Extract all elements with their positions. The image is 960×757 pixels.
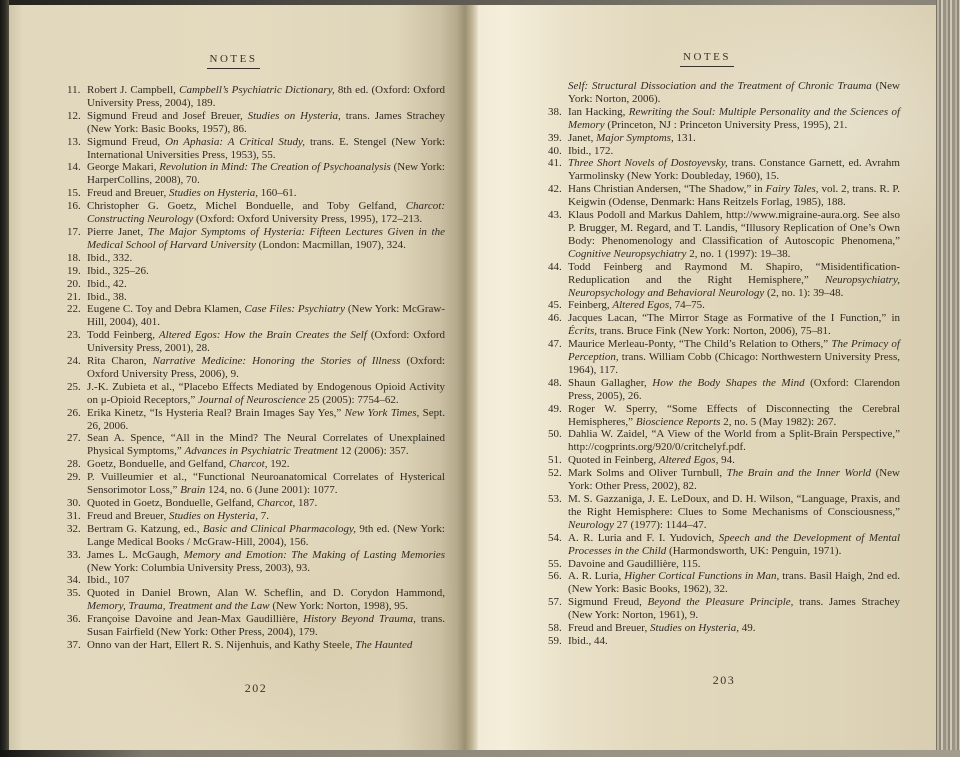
- note-text: Mark Solms and Oliver Turnbull, The Brain and the Inner World (New York: Other Press, 2002), 82.: [568, 467, 901, 493]
- note-text: Quoted in Goetz, Bonduelle, Gelfand, Charcot, 187.: [87, 497, 318, 509]
- note-number: 54.: [548, 531, 562, 544]
- note-number: 33.: [67, 548, 81, 561]
- note-item: [548, 596, 900, 622]
- note-number: 58.: [548, 622, 562, 635]
- page-number-left: 202: [244, 681, 268, 695]
- note-text: Feinberg, Altered Egos, 74–75.: [568, 299, 705, 312]
- note-item: [67, 639, 445, 652]
- note-text: Freud and Breuer, Studies on Hysteria, 7.: [87, 509, 269, 522]
- note-number: 41.: [548, 157, 562, 170]
- running-head-left: [9, 53, 458, 65]
- note-text: M. S. Gazzaniga, J. E. LeDoux, and D. H. Wilson, “Language, Praxis, and the Right Hemisphere: Clues to Some Mechanisms of Consciousness,” Neurology 27 (1977): 1144–47.: [568, 493, 900, 531]
- note-item: [67, 458, 445, 471]
- note-number: 43.: [548, 209, 562, 222]
- note-item: [67, 355, 445, 381]
- note-item: [67, 265, 445, 278]
- note-text: Christopher G. Goetz, Michel Bonduelle, and Toby Gelfand, Charcot: Constructing Neurology (Oxford: Oxford University Press, 1995), 172–213.: [87, 200, 445, 226]
- note-number: 46.: [548, 312, 562, 325]
- note-text: Roger W. Sperry, “Some Effects of Disconnecting the Cerebral Hemispheres,” Bioscience Reports 2, no. 5 (May 1982): 267.: [568, 402, 900, 428]
- note-text: Hans Christian Andersen, “The Shadow,” in Fairy Tales, vol. 2, trans. R. P. Keigwin (Odense, Denmark: Hans Reitzels Forlag, 1985), 188.: [568, 183, 900, 209]
- note-text: Quoted in Daniel Brown, Alan W. Scheflin, and D. Corydon Hammond, Memory, Trauma, Treatment and the Law (New York: Norton, 1998), 95.: [87, 587, 445, 613]
- note-item: [67, 523, 445, 549]
- note-item: [67, 497, 445, 510]
- note-text: Eugene C. Toy and Debra Klamen, Case Files: Psychiatry (New York: McGraw-Hill, 2004), 401.: [87, 303, 445, 329]
- note-item: [548, 454, 900, 467]
- note-number: 11.: [67, 84, 81, 96]
- note-text: Davoine and Gaudillière, 115.: [568, 557, 701, 570]
- note-item: [548, 493, 900, 532]
- note-item: [548, 428, 900, 454]
- note-number: 34.: [67, 574, 81, 587]
- note-number: 23.: [67, 329, 81, 342]
- note-number: 57.: [548, 596, 562, 609]
- note-text: Sean A. Spence, “All in the Mind? The Neural Correlates of Unexplained Physical Symptoms,” Advances in Psychiatric Treatment 12 (2006): 357.: [87, 432, 445, 458]
- note-number: 20.: [67, 277, 81, 290]
- note-item: [67, 136, 445, 162]
- note-item: [548, 570, 900, 596]
- note-text: Self: Structural Dissociation and the Treatment of Chronic Trauma (New York: Norton, 2006).: [568, 80, 900, 105]
- note-item: [67, 278, 445, 291]
- note-text: Robert J. Campbell, Campbell’s Psychiatric Dictionary, 8th ed. (Oxford: Oxford University Press, 2004), 189.: [87, 84, 445, 109]
- note-number: 12.: [67, 109, 81, 122]
- note-item: [67, 432, 445, 458]
- note-number: 29.: [67, 471, 81, 484]
- note-number: 49.: [548, 402, 562, 415]
- note-text: P. Vuilleumier et al., “Functional Neuroanatomical Correlates of Hysterical Sensorimotor Loss,” Brain 124, no. 6 (June 2001): 1077.: [87, 471, 445, 497]
- note-item: [67, 226, 445, 252]
- note-text: Sigmund Freud, Beyond the Pleasure Principle, trans. James Strachey (New York: Norton, 1961), 9.: [568, 596, 900, 622]
- note-text: A. R. Luria and F. I. Yudovich, Speech and the Development of Mental Processes in the Child (Harmondsworth, UK: Penguin, 1971).: [568, 531, 900, 557]
- note-number: 50.: [548, 428, 562, 441]
- note-number: 59.: [548, 634, 562, 647]
- note-text: Ibid., 325–26.: [87, 264, 149, 277]
- note-text: Freud and Breuer, Studies on Hysteria, 49.: [568, 622, 756, 635]
- note-number: 16.: [67, 200, 81, 213]
- note-text: Goetz, Bonduelle, and Gelfand, Charcot, 192.: [87, 458, 290, 471]
- note-number: 51.: [548, 454, 562, 467]
- note-number: 55.: [548, 557, 562, 570]
- note-item: [67, 200, 445, 226]
- note-item: [67, 187, 445, 200]
- note-number: 39.: [548, 131, 562, 144]
- note-text: Bertram G. Katzung, ed., Basic and Clinical Pharmacology, 9th ed. (New York: Lange Medical Books / McGraw-Hill, 2004), 156.: [87, 522, 445, 548]
- page-number-right: 203: [712, 673, 736, 687]
- note-number: 19.: [67, 264, 81, 277]
- fore-edge-pages: [936, 0, 960, 757]
- note-item: [548, 622, 900, 635]
- note-number: 21.: [67, 290, 81, 303]
- note-text: Sigmund Freud and Josef Breuer, Studies on Hysteria, trans. James Strachey (New York: Basic Books, 1957), 86.: [87, 109, 445, 135]
- note-text: Ibid., 38.: [87, 290, 127, 303]
- note-item: [67, 161, 445, 187]
- note-item: [67, 549, 445, 575]
- note-number: 48.: [548, 376, 562, 389]
- note-number: 45.: [548, 299, 562, 312]
- note-item: [67, 110, 445, 136]
- note-number: 44.: [548, 260, 562, 273]
- note-number: 14.: [67, 161, 81, 174]
- page-left: [9, 5, 458, 750]
- scan-bottom-edge: [0, 750, 960, 757]
- notes-list-left: [67, 84, 445, 652]
- note-number: 36.: [67, 613, 81, 626]
- note-number: 18.: [67, 251, 81, 264]
- note-item: [548, 209, 900, 261]
- note-number: 28.: [67, 458, 81, 471]
- note-item: [67, 381, 445, 407]
- note-text: Dahlia W. Zaidel, “A View of the World from a Split-Brain Perspective,” http://cogprints.org/920/0/critchelyf.pdf.: [568, 428, 900, 454]
- note-text: Onno van der Hart, Ellert R. S. Nijenhuis, and Kathy Steele, The Haunted: [87, 638, 413, 651]
- note-text: Todd Feinberg, Altered Egos: How the Brain Creates the Self (Oxford: Oxford University Press, 2001), 28.: [87, 329, 445, 355]
- note-text: J.-K. Zubieta et al., “Placebo Effects Mediated by Endogenous Opioid Activity on μ-Opioid Receptors,” Journal of Neuroscience 25 (2005): 7754–62.: [87, 380, 445, 406]
- note-item: [548, 106, 900, 132]
- note-number: 13.: [67, 135, 81, 148]
- note-item: [548, 377, 900, 403]
- running-head-text: NOTES: [207, 53, 261, 69]
- note-text: Todd Feinberg and Raymond M. Shapiro, “Misidentification-Reduplication and the Right Hemisphere,” Neuropsychiatry, Neuropsychology and Behavioral Neurology (2, no. 1): 39–48.: [568, 260, 900, 299]
- note-number: 56.: [548, 570, 562, 583]
- note-item: [67, 613, 445, 639]
- note-text: Erika Kinetz, “Is Hysteria Real? Brain Images Say Yes,” New York Times, Sept. 26, 2006.: [87, 406, 445, 432]
- note-text: Rita Charon, Narrative Medicine: Honoring the Stories of Illness (Oxford: Oxford University Press, 2006), 9.: [87, 355, 445, 380]
- note-item: [67, 303, 445, 329]
- note-item: [548, 338, 900, 377]
- note-text: Ian Hacking, Rewriting the Soul: Multiple Personality and the Sciences of Memory (Princeton, NJ : Princeton University Press, 1995), 21.: [568, 105, 901, 131]
- note-text: Shaun Gallagher, How the Body Shapes the Mind (Oxford: Clarendon Press, 2005), 26.: [568, 376, 900, 402]
- binding-left-edge: [0, 0, 9, 757]
- note-item: [548, 532, 900, 558]
- note-item: [548, 132, 900, 145]
- note-item: [548, 558, 900, 571]
- note-number: 24.: [67, 355, 81, 368]
- note-number: 52.: [548, 467, 562, 480]
- note-number: 17.: [67, 225, 81, 238]
- note-number: 27.: [67, 432, 81, 445]
- note-number: 35.: [67, 587, 81, 600]
- note-number: 53.: [548, 493, 562, 505]
- note-item: [548, 80, 900, 106]
- note-text: James L. McGaugh, Memory and Emotion: The Making of Lasting Memories (New York: Columbia University Press, 2003), 93.: [87, 548, 445, 574]
- note-text: Freud and Breuer, Studies on Hysteria, 160–61.: [87, 187, 297, 200]
- note-item: [67, 510, 445, 523]
- note-item: [67, 587, 445, 613]
- note-text: George Makari, Revolution in Mind: The Creation of Psychoanalysis (New York: HarperCollins, 2008), 70.: [87, 161, 445, 187]
- note-item: [548, 299, 900, 312]
- page-right: [478, 5, 936, 750]
- note-number: 42.: [548, 183, 562, 196]
- note-text: Ibid., 42.: [87, 277, 127, 290]
- note-text: Ibid., 172.: [568, 144, 614, 157]
- note-number: 15.: [67, 187, 81, 200]
- note-item: [548, 145, 900, 158]
- note-item: [67, 84, 445, 110]
- running-head-text: NOTES: [680, 51, 734, 67]
- note-item: [67, 252, 445, 265]
- note-text: Sigmund Freud, On Aphasia: A Critical Study, trans. E. Stengel (New York: International Universities Press, 1953), 55.: [87, 135, 445, 161]
- note-text: Three Short Novels of Dostoyevsky, trans. Constance Garnett, ed. Avrahm Yarmolinsky (New York: Doubleday, 1960), 15.: [568, 157, 900, 183]
- note-item: [67, 329, 445, 355]
- note-number: 31.: [67, 509, 81, 522]
- note-text: Françoise Davoine and Jean-Max Gaudillière, History Beyond Trauma, trans. Susan Fairfield (New York: Other Press, 2004), 179.: [87, 613, 445, 639]
- note-item: [67, 471, 445, 497]
- running-head-right: [478, 51, 936, 63]
- note-number: 37.: [67, 638, 81, 651]
- note-text: A. R. Luria, Higher Cortical Functions in Man, trans. Basil Haigh, 2nd ed. (New York: Basic Books, 1962), 32.: [568, 570, 900, 596]
- note-text: Ibid., 107: [87, 574, 130, 587]
- note-number: 22.: [67, 303, 81, 316]
- notes-list-right: [548, 80, 900, 648]
- gutter-shadow: [458, 5, 478, 750]
- note-number: 32.: [67, 522, 81, 535]
- note-number: 25.: [67, 380, 81, 393]
- note-number: 26.: [67, 406, 81, 419]
- note-number: 30.: [67, 497, 81, 509]
- note-item: [548, 403, 900, 429]
- note-item: [67, 574, 445, 587]
- note-number: 38.: [548, 105, 562, 118]
- note-text: Pierre Janet, The Major Symptoms of Hysteria: Fifteen Lectures Given in the Medical School of Harvard University (London: Macmillan, 1907), 324.: [87, 225, 445, 251]
- note-text: Klaus Podoll and Markus Dahlem, http://www.migraine-aura.org. See also P. Brugger, M. Regard, and T. Landis, “Illusory Replication of One’s Own Body: Phenomenology and Classification of Autoscopic Phenomena,” Cognitive Neuropsychiatry 2, no. 1 (1997): 19–38.: [568, 209, 900, 260]
- note-number: 47.: [548, 338, 562, 351]
- note-item: [67, 291, 445, 304]
- note-item: [548, 183, 900, 209]
- note-text: Jacques Lacan, “The Mirror Stage as Formative of the I Function,” in Écrits, trans. Bruce Fink (New York: Norton, 2006), 75–81.: [568, 312, 900, 338]
- note-number: 40.: [548, 144, 562, 157]
- note-item: [67, 407, 445, 433]
- note-item: [548, 157, 900, 183]
- note-text: Quoted in Feinberg, Altered Egos, 94.: [568, 454, 735, 467]
- note-text: Janet, Major Symptoms, 131.: [568, 131, 696, 144]
- note-item: [548, 312, 900, 338]
- note-text: Ibid., 332.: [87, 251, 133, 264]
- note-text: Ibid., 44.: [568, 634, 608, 647]
- note-text: Maurice Merleau-Ponty, “The Child’s Relation to Others,” The Primacy of Perception, trans. William Cobb (Chicago: Northwestern University Press, 1964), 117.: [568, 338, 900, 376]
- note-item: [548, 261, 900, 300]
- note-item: [548, 467, 900, 493]
- note-item: [548, 635, 900, 648]
